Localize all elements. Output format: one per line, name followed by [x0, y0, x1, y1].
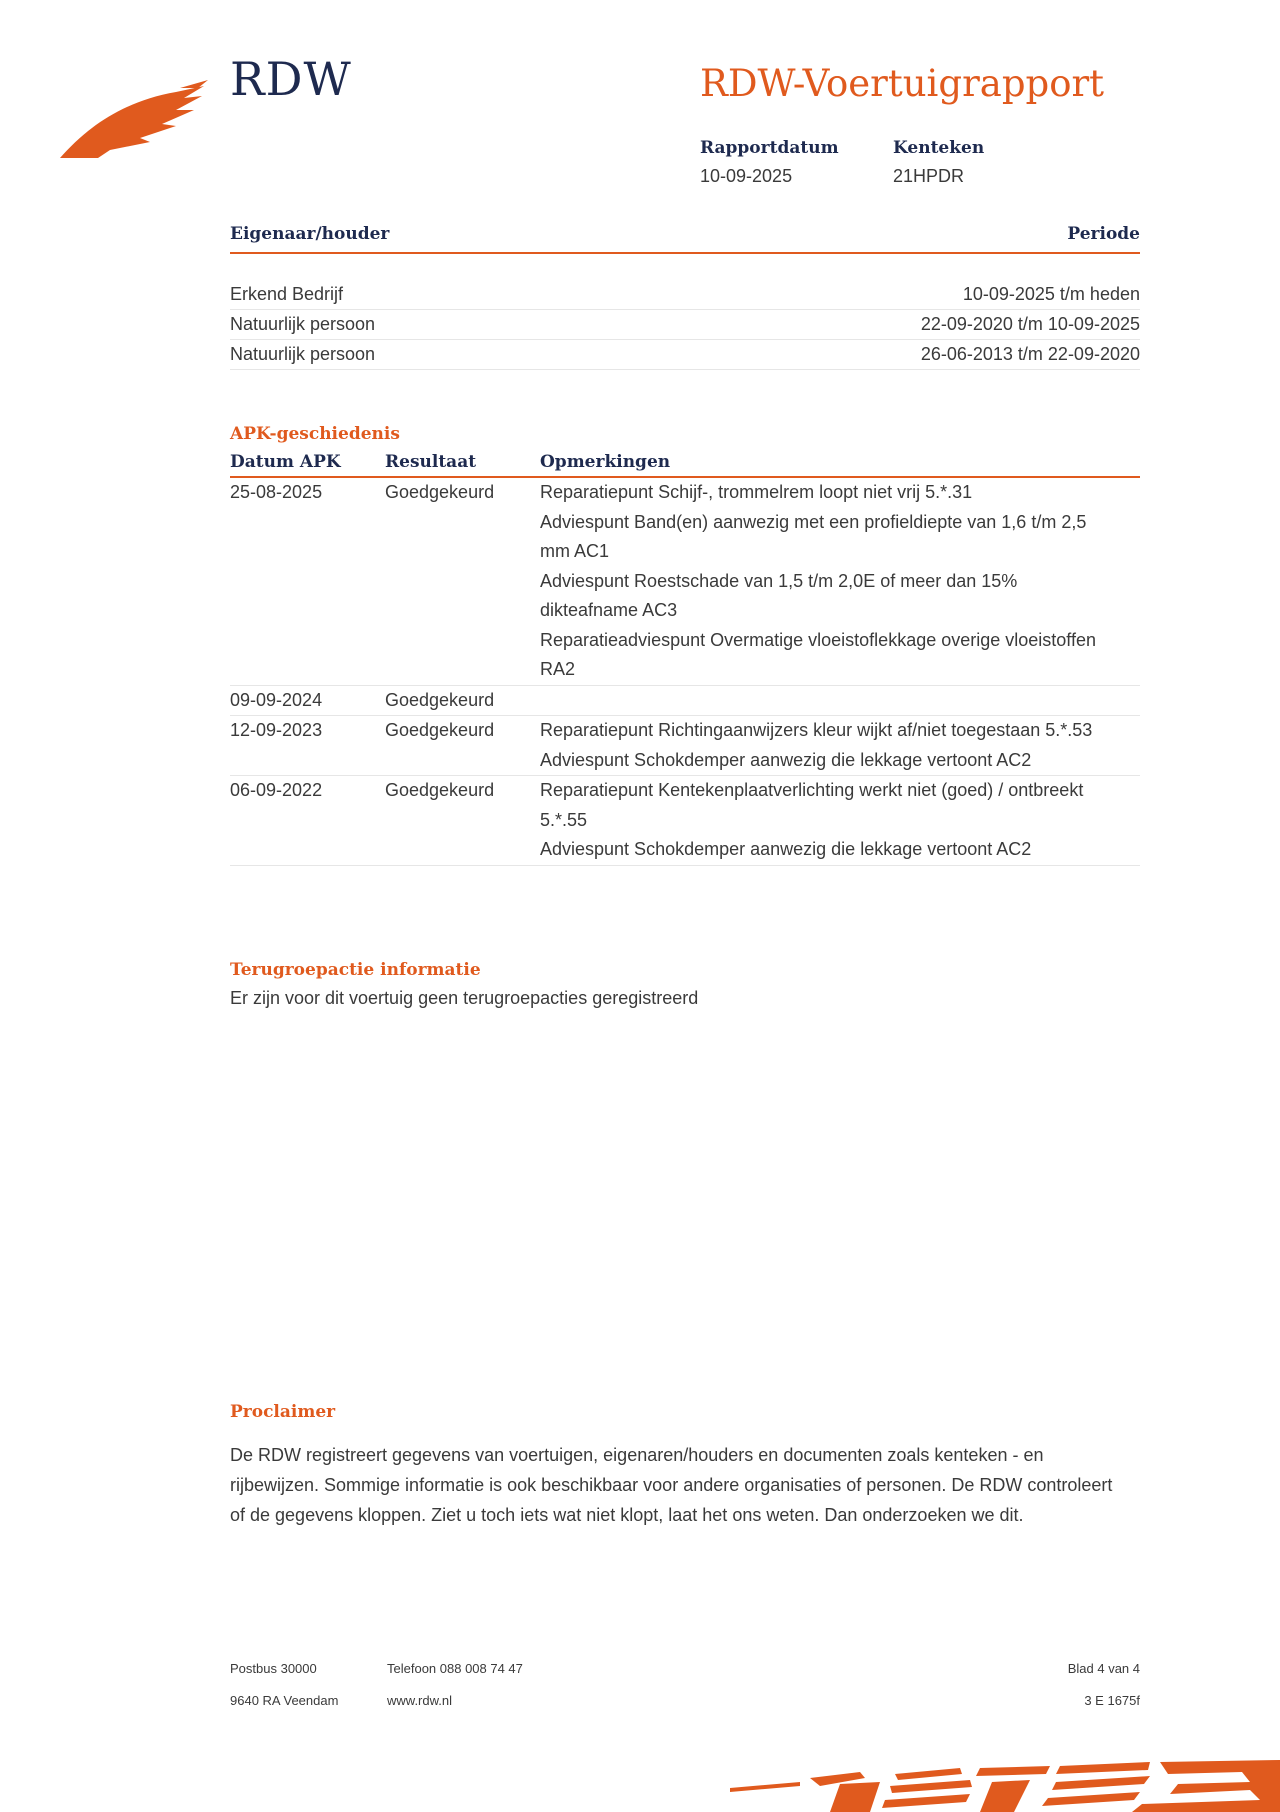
owner-row — [230, 280, 1140, 310]
apk-remark: Reparatieadviespunt Overmatige vloeistoflekkage overige vloeistoffen RA2 — [540, 629, 1096, 679]
brand-name: RDW — [230, 52, 352, 106]
apk-col-result: Resultaat — [385, 452, 477, 472]
apk-remark: Adviespunt Schokdemper aanwezig die lekkage vertoont AC2 — [540, 839, 1032, 859]
rdw-stripes-icon — [730, 1760, 1280, 1812]
apk-row — [230, 716, 1140, 776]
apk-header — [230, 452, 1140, 478]
apk-date: 09-09-2024 — [230, 689, 323, 710]
apk-date: 06-09-2022 — [230, 780, 323, 800]
footer-phone: Telefoon 088 008 74 47 — [387, 1661, 523, 1676]
apk-result: Goedgekeurd — [385, 720, 495, 740]
rdw-logo-icon — [58, 80, 208, 164]
owner-period: 22-09-2020 t/m 10-09-2025 — [920, 314, 1140, 334]
apk-remark: Reparatiepunt Kentekenplaatverlichting werkt niet (goed) / ontbreekt 5.*.55 — [540, 780, 1084, 830]
recall-section — [230, 960, 1140, 1009]
apk-remark: Adviespunt Schokdemper aanwezig die lekkage vertoont AC2 — [540, 749, 1032, 770]
footer-page: Blad 4 van 4 — [1067, 1661, 1140, 1676]
recall-text: Er zijn voor dit voertuig geen terugroepacties geregistreerd — [230, 988, 699, 1008]
owners-table — [230, 224, 1140, 370]
footer-postbus: Postbus 30000 — [230, 1661, 317, 1676]
owner-row — [230, 340, 1140, 370]
report-date-value: 10-09-2025 — [700, 166, 793, 186]
apk-result: Goedgekeurd — [385, 780, 495, 800]
proclaimer-section — [230, 1402, 1140, 1530]
footer-code: 3 E 1675f — [1084, 1693, 1140, 1708]
proclaimer-text: De RDW registreert gegevens van voertuigen, eigenaren/houders en documenten zoals kenteken - en rijbewijzen. Sommige informatie is ook beschikbaar voor andere organisaties of personen. De RDW controleert of de gegevens kloppen. Ziet u toch iets wat niet klopt, laat het ons weten. Dan onderzoeken we dit. — [230, 1445, 1113, 1525]
apk-remarks — [540, 478, 1140, 685]
apk-result: Goedgekeurd — [385, 689, 495, 710]
owner-name: Erkend Bedrijf — [230, 284, 344, 304]
apk-remarks — [540, 686, 1140, 716]
report-date-label: Rapportdatum — [700, 138, 839, 158]
report-title: RDW-Voertuigrapport — [700, 62, 1105, 105]
apk-remark: Adviespunt Band(en) aanwezig met een profieldiepte van 1,6 t/m 2,5 mm AC1 — [540, 511, 1087, 561]
footer-website: www.rdw.nl — [387, 1693, 453, 1708]
owner-period: 26-06-2013 t/m 22-09-2020 — [920, 344, 1140, 364]
apk-section — [230, 424, 1140, 866]
apk-result: Goedgekeurd — [385, 482, 495, 502]
owner-row — [230, 310, 1140, 340]
apk-row — [230, 478, 1140, 686]
apk-col-remarks: Opmerkingen — [540, 452, 671, 472]
apk-row — [230, 686, 1140, 717]
apk-title: APK-geschiedenis — [230, 424, 400, 444]
apk-remark: Reparatiepunt Richtingaanwijzers kleur wijkt af/niet toegestaan 5.*.53 — [540, 720, 1093, 740]
footer-city: 9640 RA Veendam — [230, 1693, 339, 1708]
apk-date: 25-08-2025 — [230, 482, 323, 502]
apk-remarks — [540, 776, 1140, 865]
plate-label: Kenteken — [893, 138, 985, 158]
apk-date: 12-09-2023 — [230, 720, 323, 740]
apk-remarks — [540, 716, 1140, 775]
owner-name: Natuurlijk persoon — [230, 314, 376, 334]
owners-header — [230, 224, 1140, 254]
apk-col-date: Datum APK — [230, 452, 341, 472]
apk-remark: Adviespunt Roestschade van 1,5 t/m 2,0E of meer dan 15% dikteafname AC3 — [540, 570, 1018, 620]
owners-header-owner: Eigenaar/houder — [230, 224, 390, 244]
owner-period: 10-09-2025 t/m heden — [962, 284, 1140, 304]
apk-remark: Reparatiepunt Schijf-, trommelrem loopt niet vrij 5.*.31 — [540, 482, 973, 502]
proclaimer-title: Proclaimer — [230, 1402, 336, 1422]
apk-row — [230, 776, 1140, 866]
plate-value: 21HPDR — [893, 166, 965, 186]
owner-name: Natuurlijk persoon — [230, 344, 376, 364]
recall-title: Terugroepactie informatie — [230, 960, 481, 980]
owners-header-period: Periode — [1067, 224, 1140, 244]
